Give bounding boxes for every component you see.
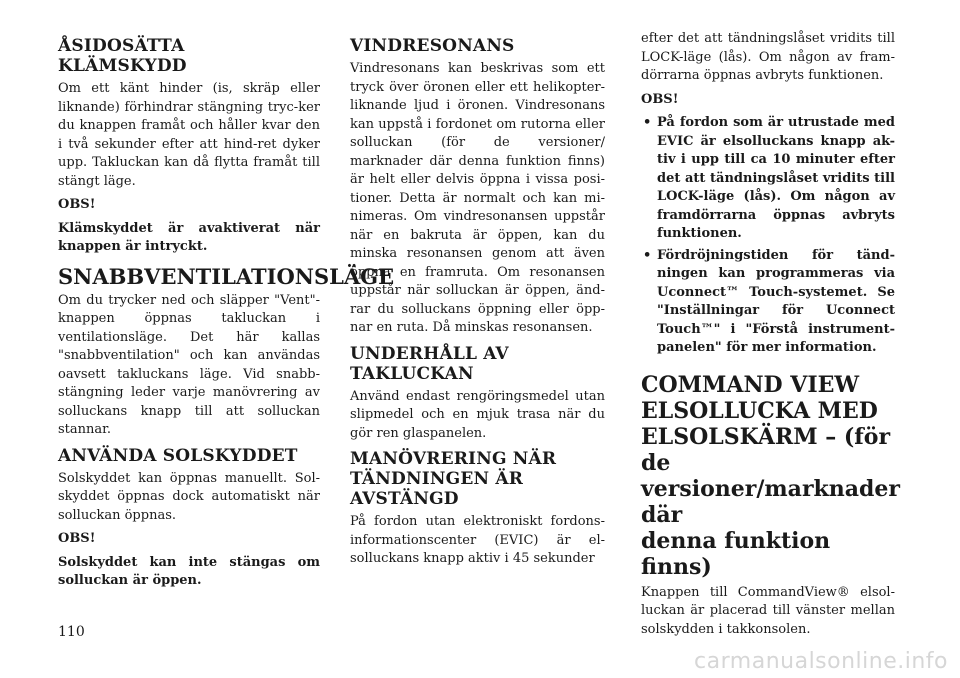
paragraph-ignition-off: På fordon utan elektroniskt fordons-informationscenter (EVIC) är el-solluckans knapp aktiv i 45 sekunder	[350, 514, 605, 566]
bullet-icon: •	[643, 115, 652, 130]
heading-override-pinch-protection: ÅSIDOSÄTTA KLÄMSKYDD	[58, 36, 187, 76]
heading-wind-buffeting: VINDRESONANS	[350, 36, 515, 56]
bullet-icon: •	[643, 247, 652, 263]
paragraph-wind-buffeting: Vindresonans kan beskrivas som ett tryck över öronen eller ett helikopter-liknande ljud i öronen. Vindresonans kan uppstå i fordonet om rutorna eller solluckan (för de versioner/ marknader där denna funktion finns) är helt eller delvis öppna i vissa posi-tioner. Detta är normalt och kan mi-nimeras. Om vindresonansen uppstår när en bakruta är öppen, kan du minska resonansen genom att även öppna en framruta. Om resonansen uppstår när solluckan är öppen, änd-rar du solluckans öppning eller öpp-nar en ruta. Då minskas resonansen.	[350, 61, 605, 335]
note-label: OBS!	[58, 197, 96, 212]
note-label: OBS!	[58, 531, 96, 546]
paragraph-continued: efter det att tändningslåset vridits till LOCK-läge (lås). Om någon av fram-dörrarna öppnas avbryts funktionen.	[641, 31, 895, 83]
list-item: • På fordon som är utrustade med EVIC är elsolluckans knapp ak-tiv i upp till ca 10 minuter efter det att tändningslåset vridits till LOCK-läge (lås). Om någon av framdörrarna öppnas avbryts funktionen.	[643, 115, 895, 241]
watermark-text: carmanualsonline.info	[694, 649, 948, 674]
heading-sunroof-maintenance: UNDERHÅLL AV TAKLUCKAN	[350, 343, 509, 384]
note-label: OBS!	[641, 91, 679, 107]
heading-sunshade: ANVÄNDA SOLSKYDDET	[58, 445, 298, 466]
list-item: • Fördröjningstiden för tänd-ningen kan programmeras via Uconnect™ Touch-systemet. Se "Inställningar för Uconnect Touch™" i "Förstå instrument-panelen" för mer information.	[643, 247, 895, 355]
note-bullet-list	[641, 114, 895, 358]
heading-ignition-off-operation: MANÖVRERING NÄR TÄNDNINGEN ÄR AVSTÄNGD	[350, 449, 557, 509]
paragraph-express-vent: Om du trycker ned och släpper "Vent"-knappen öppnas takluckan i ventilationsläge. Det här kallas "snabbventilation" och kan användas oavsett takluckans läge. Vid snabb-stängning leder varje manövrering av solluckans knapp till att solluckan stannar.	[58, 292, 320, 437]
note-text: Klämskyddet är avaktiverat när knappen är intryckt.	[58, 220, 320, 254]
column-middle	[350, 30, 605, 574]
column-right	[641, 30, 900, 644]
page-number: 110	[58, 624, 85, 640]
paragraph-override-pinch: Om ett känt hinder (is, skräp eller liknande) förhindrar stängning tryc-ker du knappen framåt och håller kvar den i två sekunder efter att hind-ret dyker upp. Takluckan kan då flytta framåt till stängt läge.	[58, 81, 320, 189]
heading-commandview-sunroof: COMMAND VIEW ELSOLLUCKA MED ELSOLSKÄRM – (för de versioner/marknader där denna funktion finns)	[641, 371, 900, 580]
paragraph-maintenance: Använd endast rengöringsmedel utan slipmedel och en mjuk trasa när du gör ren glaspanelen.	[350, 388, 605, 441]
heading-express-vent: SNABBVENTILATIONSLÄGE	[58, 263, 395, 289]
paragraph-sunshade: Solskyddet kan öppnas manuellt. Sol-skyddet öppnas dock automatiskt när solluckan öppnas.	[58, 470, 320, 523]
paragraph-commandview: Knappen till CommandView® elsol-luckan är placerad till vänster mellan solskydden i takkonsolen.	[641, 584, 895, 637]
column-left	[58, 30, 395, 596]
note-text: Solskyddet kan inte stängas om solluckan är öppen.	[58, 554, 320, 588]
